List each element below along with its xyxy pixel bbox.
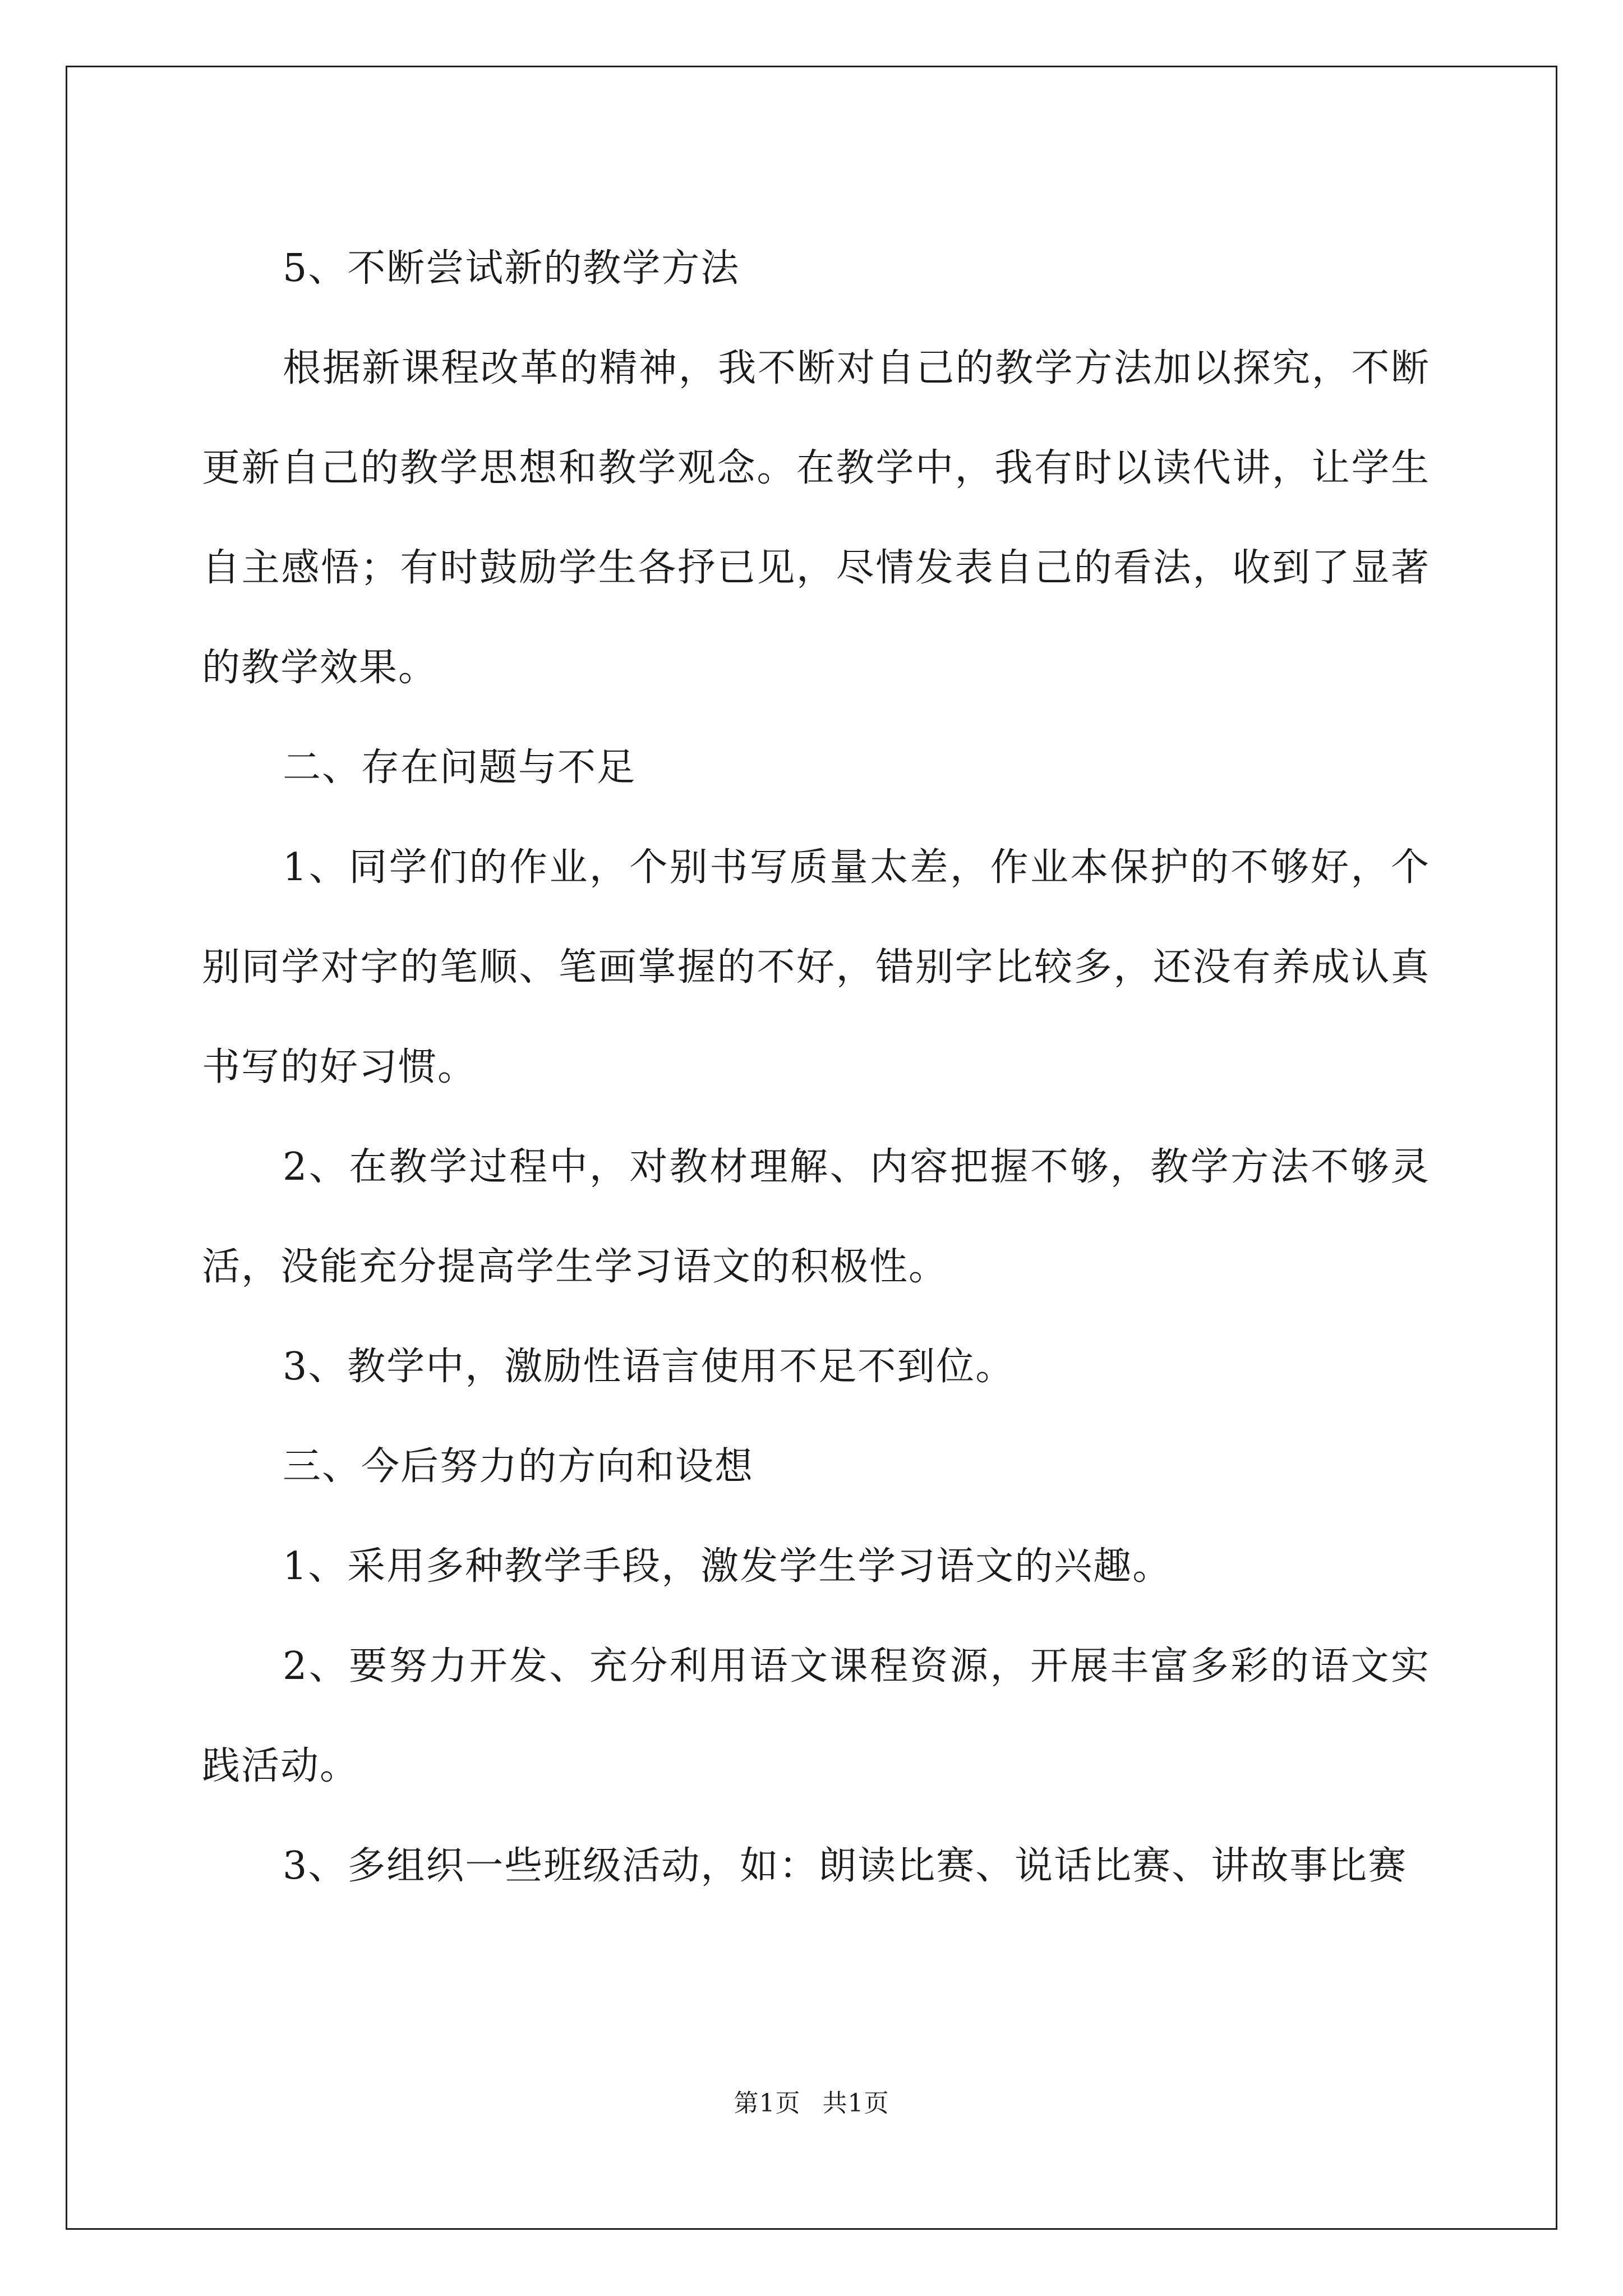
paragraph-plan-1: 1、采用多种教学手段，激发学生学习语文的兴趣。	[283, 1544, 1172, 1589]
paragraph-problem-2: 2、在教学过程中，对教材理解、内容把握不够，教学方法不够灵活，没能充分提高学生学习语文的积极性。	[202, 1145, 1430, 1289]
paragraph-method-heading: 5、不断尝试新的教学方法	[283, 246, 740, 291]
section-heading-problems: 二、存在问题与不足	[283, 746, 637, 790]
paragraph-plan-3: 3、多组织一些班级活动，如：朗读比赛、说话比赛、讲故事比赛	[283, 1844, 1408, 1888]
document-body	[202, 219, 1430, 1916]
paragraph-problem-1: 1、同学们的作业，个别书写质量太差，作业本保护的不够好，个别同学对字的笔顺、笔画掌握的不好，错别字比较多，还没有养成认真书写的好习惯。	[202, 845, 1430, 1089]
paragraph-plan-2: 2、要努力开发、充分利用语文课程资源，开展丰富多彩的语文实践活动。	[202, 1644, 1430, 1788]
paragraph-method-body: 根据新课程改革的精神，我不断对自己的教学方法加以探究，不断更新自己的教学思想和教学观念。在教学中，我有时以读代讲，让学生自主感悟；有时鼓励学生各抒已见，尽情发表自己的看法，收到了显著的教学效果。	[202, 346, 1430, 690]
section-heading-plans: 三、今后努力的方向和设想	[283, 1444, 754, 1489]
page-number: 第1页	[734, 2089, 801, 2118]
page-total: 共1页	[822, 2089, 889, 2118]
paragraph-problem-3: 3、教学中，激励性语言使用不足不到位。	[283, 1345, 1015, 1389]
page-footer	[0, 2087, 1623, 2120]
